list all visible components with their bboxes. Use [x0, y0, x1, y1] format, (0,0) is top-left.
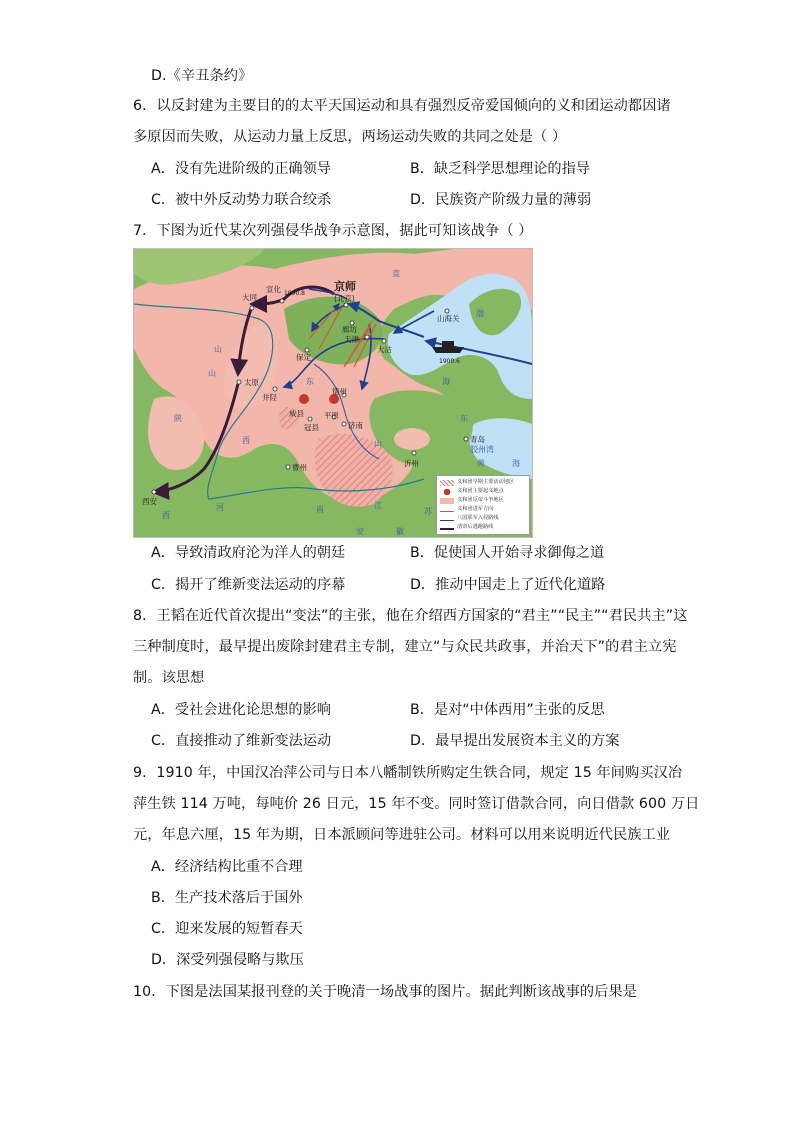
legend-item [440, 496, 526, 505]
label-tianjin: 天津 [344, 335, 359, 344]
region-xi: 西 [242, 436, 250, 445]
label-xian: 西安 [142, 497, 157, 506]
label-jingshi: 京师 [334, 280, 356, 293]
legend-label: 义和团早期主要活动地区 [457, 479, 515, 485]
q8-stem-line2: 三种制度时，最早提出废除封建君主专制，建立“与众民共政事，并治天下”的君主立宪 [133, 639, 677, 655]
q7-option-c: C．揭开了维新变法运动的序幕 [151, 577, 346, 593]
label-beijing: (北京) [334, 294, 355, 303]
q10-stem: 10．下图是法国某报刊登的关于晚清一场战事的图片。据此判断该战事的后果是 [133, 984, 638, 1000]
label-weixian: 威县 [289, 409, 304, 418]
region-dong: 东 [306, 377, 314, 386]
q9-stem-line3: 元，年息六厘，15 年为期，日本派顾问等进驻公司。材料可以用来说明近代民族工业 [133, 827, 671, 843]
label-caozhou: 曹州 [292, 463, 307, 472]
label-jingxing: 井陉 [262, 393, 277, 402]
region-jiang: 江 [374, 501, 382, 510]
fire-icon [440, 489, 454, 495]
region-huang: 黄 [477, 459, 485, 468]
label-date-1900-6: 1900.6 [439, 358, 460, 365]
legend-label: 八国联军入侵路线 [457, 515, 499, 521]
region-shan-2: 山 [374, 439, 382, 448]
q8-option-c: C．直接推动了维新变法运动 [151, 733, 332, 749]
q8-stem-line3: 制。该思想 [133, 670, 205, 686]
q6-stem-line2: 多原因而失败，从运动力量上反思，两场运动失败的共同之处是（ ） [133, 129, 567, 145]
q6-option-c: C．被中外反动势力联合绞杀 [151, 192, 332, 208]
region-shaanxi: 陕 [174, 414, 182, 423]
region-bo: 渤 [476, 309, 484, 318]
region-an: 安 [356, 527, 364, 536]
legend-label: 义和团进军方向 [457, 506, 494, 512]
label-dagu: 大沽 [377, 345, 392, 354]
legend-label: 义和团主要起义地点 [457, 488, 504, 494]
q8-option-a: A．受社会进化论思想的影响 [151, 702, 331, 718]
q7-option-b: B．促使国人开始寻求御侮之道 [410, 545, 605, 561]
q8-option-b: B．是对“中体西用”主张的反思 [410, 702, 605, 718]
region-hai: 海 [442, 377, 450, 386]
region-su: 苏 [424, 507, 432, 516]
legend-label: 义和团反帝斗争地区 [457, 497, 504, 503]
label-qingdao: 青岛 [470, 435, 485, 444]
q9-option-c: C．迎来发展的短暂春天 [151, 921, 303, 937]
q7-option-a: A．导致清政府沦为洋人的朝廷 [151, 545, 346, 561]
q9-option-b: B．生产技术落后于国外 [151, 890, 303, 906]
legend-item [440, 478, 526, 487]
label-yizhou: 沂州 [404, 459, 419, 468]
region-shan-3: 山 [208, 369, 216, 378]
q9-stem-line1: 9．1910 年，中国汉冶萍公司与日本八幡制铁所购定生铁合同，规定 15 年间购买汉冶 [133, 765, 683, 781]
area-swatch-icon [440, 498, 454, 504]
boxer-war-map [133, 248, 533, 538]
q6-stem-line1: 6．以反封建为主要目的的太平天国运动和具有强烈反帝爱国倾向的义和团运动都因诸 [133, 98, 671, 114]
region-shan-mountain: 山 [214, 345, 222, 354]
region-hui: 徽 [396, 527, 404, 536]
label-date-1900-8: 1900.8 [284, 290, 305, 297]
label-jiaozhouwan: 胶州湾 [470, 445, 494, 454]
label-langfang: 廊坊 [342, 325, 357, 334]
legend-item [440, 505, 526, 514]
q7-stem: 7．下图为近代某次列强侵华战争示意图，据此可知该战争（ ） [133, 223, 533, 239]
label-taiyuan: 太原 [244, 378, 259, 387]
label-pingyuan: 平原 [324, 411, 339, 420]
label-guanxian: 冠县 [304, 423, 319, 432]
q6-option-b: B．缺乏科学思想理论的指导 [410, 161, 590, 177]
q8-option-d: D．最早提出发展资本主义的方案 [410, 733, 620, 749]
q9-option-d: D．深受列强侵略与欺压 [151, 952, 304, 968]
region-xi-2: 西 [162, 511, 170, 520]
orange-arrow-icon [440, 511, 454, 512]
label-xuanhua: 宣化 [266, 285, 281, 294]
q5-option-d: D.《辛丑条约》 [151, 68, 253, 84]
label-shanhaiguan: 山海关 [437, 314, 460, 323]
dark-arrow-icon [440, 528, 454, 530]
legend-label: 清帝后逃跑路线 [457, 524, 494, 530]
hatch-swatch-icon [440, 480, 454, 486]
q8-stem-line1: 8．王韬在近代首次提出“变法”的主张，他在介绍西方国家的“君主”“民主”“君民共主”这 [133, 608, 688, 624]
q9-stem-line2: 萍生铁 114 万吨，每吨价 26 日元，15 年不变。同时签订借款合同，向日借款 600 万日 [133, 796, 700, 812]
region-dong-2: 东 [460, 414, 468, 423]
region-he: 河 [216, 503, 224, 512]
label-datong: 大同 [242, 293, 257, 302]
label-dezhou: 德州 [332, 387, 347, 396]
legend-item [440, 514, 526, 523]
blue-arrow-icon [440, 520, 454, 521]
label-jinan: 济南 [348, 421, 363, 430]
region-nan: 南 [316, 505, 324, 514]
q6-option-a: A．没有先进阶级的正确领导 [151, 161, 331, 177]
legend-item [440, 487, 526, 496]
map-legend [436, 475, 530, 535]
label-baoding: 保定 [296, 353, 311, 362]
q9-option-a: A．经济结构比重不合理 [151, 859, 303, 875]
legend-item [440, 523, 526, 532]
region-zhi: 直 [392, 269, 400, 278]
region-hai-2: 海 [512, 459, 520, 468]
q7-option-d: D．推动中国走上了近代化道路 [410, 577, 606, 593]
q6-option-d: D．民族资产阶级力量的薄弱 [410, 192, 592, 208]
